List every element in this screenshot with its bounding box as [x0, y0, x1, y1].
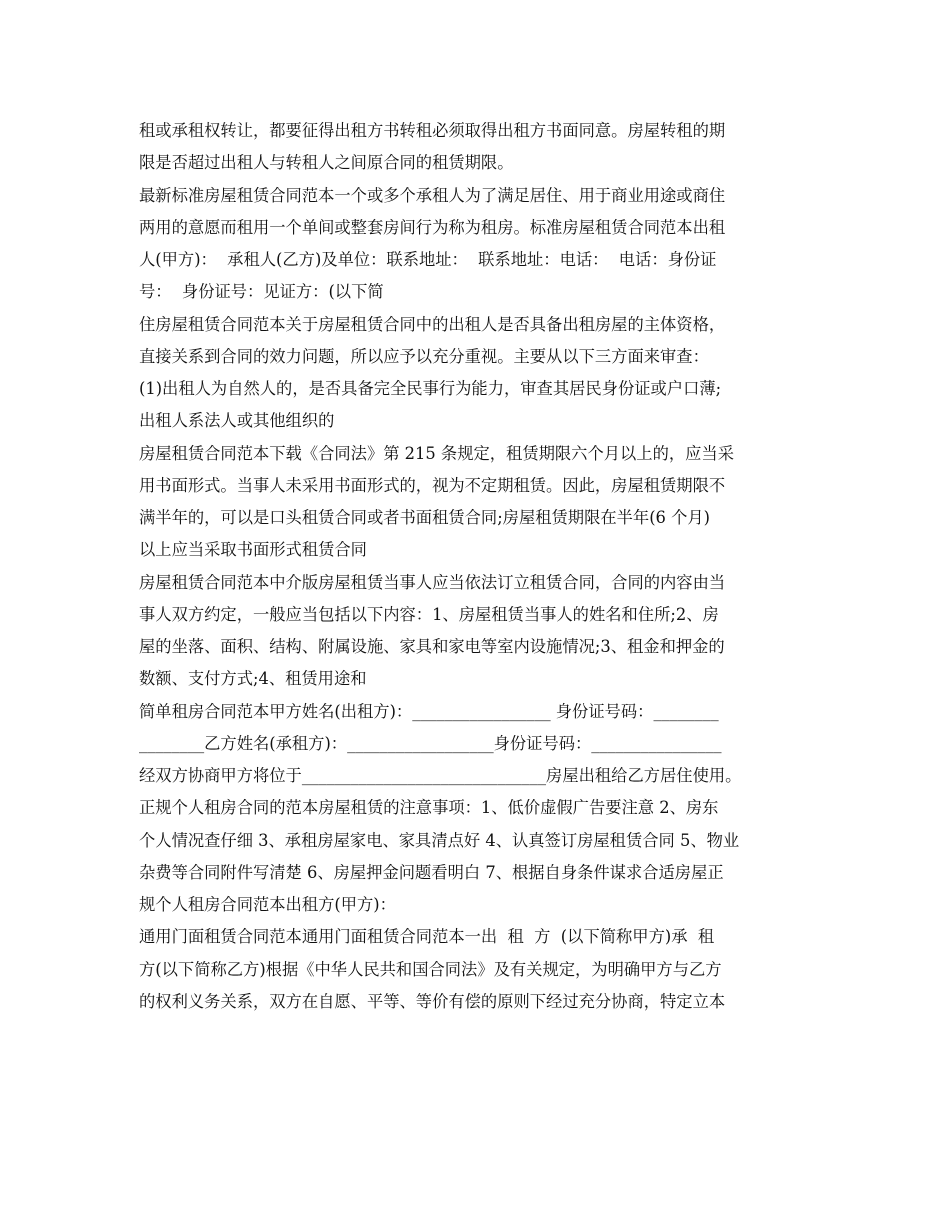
text-line: 的权利义务关系，双方在自愿、平等、等价有偿的原则下经过充分协商，特定立本 [139, 991, 726, 1011]
text-line: ________乙方姓名(承租方)：__________________身份证号码：________________ [139, 733, 722, 753]
text-line: 方(以下简称乙方)根据《中华人民共和国合同法》及有关规定，为明确甲方与乙方 [139, 959, 722, 979]
text-line: 经双方协商甲方将位于______________________________房屋出租给乙方居住使用。 [139, 766, 742, 785]
text-line: 房屋租赁合同范本下载《合同法》第 215 条规定，租赁期限六个月以上的，应当采 [139, 443, 734, 463]
text-line: 正规个人租房合同的范本房屋租赁的注意事项：1、低价虚假广告要注意 2、房东 [139, 798, 719, 818]
text-line: 规个人租房合同范本出租方(甲方)： [139, 895, 396, 914]
text-line: 两用的意愿而租用一个单间或整套房间行为称为租房。标准房屋租赁合同范本出租 [139, 217, 726, 237]
text-line: 屋的坐落、面积、结构、附属设施、家具和家电等室内设施情况;3、租金和押金的 [139, 637, 725, 656]
text-line: 出租人系法人或其他组织的 [139, 411, 335, 431]
text-line: 以上应当采取书面形式租赁合同 [139, 540, 367, 560]
text-line: 直接关系到合同的效力问题，所以应予以充分重视。主要从以下三方面来审查： [139, 346, 709, 366]
text-line: 通用门面租赁合同范本通用门面租赁合同范本一出 租 方 (以下简称甲方)承 租 [139, 927, 715, 947]
text-line: 简单租房合同范本甲方姓名(出租方)：_________________ 身份证号码：________ [139, 701, 719, 721]
text-line: 房屋租赁合同范本中介版房屋租赁当事人应当依法订立租赁合同，合同的内容由当 [139, 572, 726, 592]
text-line: 数额、支付方式;4、租赁用途和 [139, 669, 367, 689]
text-line: 租或承租权转让，都要征得出租方书转租必须取得出租方书面同意。房屋转租的期 [139, 121, 726, 140]
document-body [139, 115, 819, 1018]
text-line: 限是否超过出租人与转租人之间原合同的租赁期限。 [139, 153, 514, 173]
text-line: 人(甲方)： 承租人(乙方)及单位：联系地址： 联系地址：电话： 电话：身份证 [139, 250, 717, 269]
text-line: 个人情况查仔细 3、承租房屋家电、家具清点好 4、认真签订房屋租赁合同 5、物业 [139, 830, 740, 850]
text-line: 住房屋租赁合同范本关于房屋租赁合同中的出租人是否具备出租房屋的主体资格， [139, 314, 726, 334]
text-line: (1)出租人为自然人的，是否具备完全民事行为能力，审查其居民身份证或户口薄; [139, 379, 722, 398]
text-line: 最新标准房屋租赁合同范本一个或多个承租人为了满足居住、用于商业用途或商住 [139, 185, 726, 205]
text-line: 满半年的，可以是口头租赁合同或者书面租赁合同;房屋租赁期限在半年(6 个月) [139, 508, 711, 527]
text-line: 杂费等合同附件写清楚 6、房屋押金问题看明白 7、根据自身条件谋求合适房屋正 [139, 862, 724, 882]
text-line: 用书面形式。当事人未采用书面形式的，视为不定期租赁。因此，房屋租赁期限不 [139, 475, 726, 495]
text-line: 事人双方约定，一般应当包括以下内容：1、房屋租赁当事人的姓名和住所;2、房 [139, 604, 719, 624]
text-line: 号： 身份证号：见证方：(以下简 [139, 282, 384, 302]
